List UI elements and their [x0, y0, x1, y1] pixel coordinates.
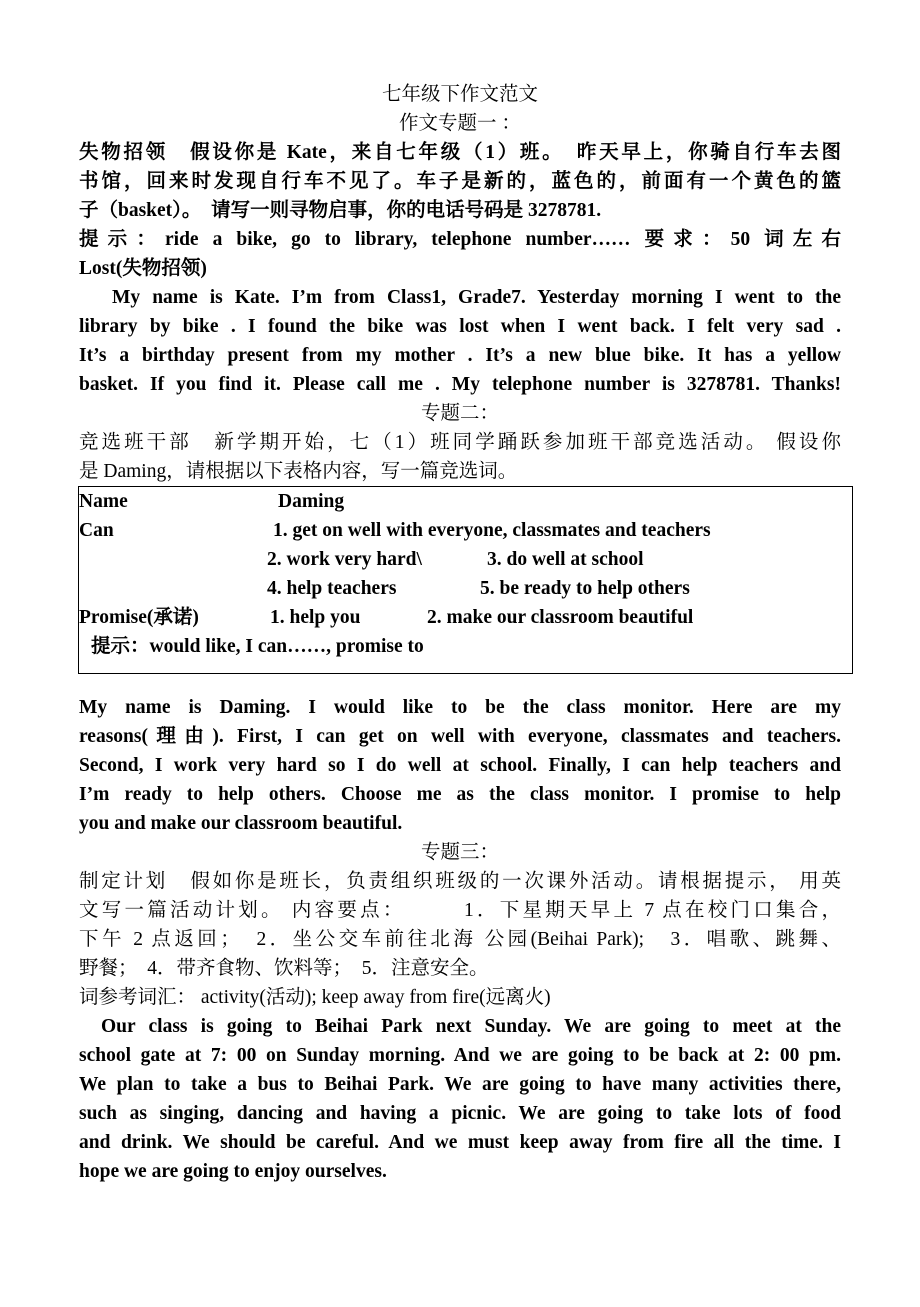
topic3-essay-line: such as singing, dancing and having a picnic. We are going to take lots of food: [79, 1103, 841, 1124]
topic2-essay-line: you and make our classroom beautiful.: [79, 813, 403, 834]
table-row-promise: [79, 603, 852, 632]
topic1-essay-line: It’s a birthday present from my mother . It’s a new blue bike. It has a yellow: [79, 345, 841, 366]
table-hint: 提示：would like, I can……, promise to: [91, 636, 424, 657]
topic2-prompt-line: 是 Daming，请根据以下表格内容，写一篇竞选词。: [79, 461, 518, 482]
topic2-essay-line: I’m ready to help others. Choose me as the class monitor. I promise to help: [79, 784, 841, 805]
topic2-essay-line: Second, I work very hard so I do well at school. Finally, I can help teachers and: [79, 755, 841, 776]
table-row-can-cont: [79, 574, 852, 603]
promise-item: 2. make our classroom beautiful: [427, 607, 694, 628]
can-label: Can: [79, 520, 114, 541]
topic3-essay-line: We plan to take a bus to Beihai Park. We are going to have many activities there,: [79, 1074, 841, 1095]
topic3-heading: 专题三：: [420, 842, 499, 863]
topic3-essay-line: hope we are going to enjoy ourselves.: [79, 1161, 387, 1182]
document-title: 七年级下作文范文: [381, 84, 538, 105]
topic3-essay-line: and drink. We should be careful. And we must keep away from fire all the time. I: [79, 1132, 841, 1153]
topic1-essay-title: Lost(失物招领): [79, 258, 207, 279]
topic3-prompt-line: 野餐； 4．带齐食物、饮料等； 5．注意安全。: [79, 958, 489, 979]
topic1-prompt-line: 失物招领 假设你是 Kate，来自七年级（1）班。 昨天早上，你骑自行车去图: [79, 142, 841, 163]
topic3-vocab: 词参考词汇： activity(活动); keep away from fire(远离火): [79, 987, 551, 1008]
candidate-info-table: [78, 486, 853, 674]
topic2-essay-line: reasons(理由). First, I can get on well with everyone, classmates and teachers.: [79, 726, 841, 747]
can-item: 3. do well at school: [487, 549, 644, 570]
topic1-heading: 作文专题一 ：: [399, 113, 521, 134]
name-label: Name: [79, 491, 128, 512]
topic1-essay-line: library by bike . I found the bike was lost when I went back. I felt very sad .: [79, 316, 841, 337]
topic2-prompt-line: 竞选班干部 新学期开始，七（1）班同学踊跃参加班干部竞选活动。 假设你: [79, 432, 841, 453]
topic1-prompt-line: 书馆，回来时发现自行车不见了。车子是新的，蓝色的，前面有一个黄色的篮: [79, 171, 841, 192]
table-row-name: [79, 487, 852, 516]
can-item: 5. be ready to help others: [480, 578, 690, 599]
topic2-heading: 专题二：: [420, 403, 499, 424]
can-item: 4. help teachers: [267, 578, 397, 599]
table-row-can-cont: [79, 545, 852, 574]
topic3-essay-line: Our class is going to Beihai Park next Sunday. We are going to meet at the: [101, 1016, 841, 1037]
topic1-essay-line: basket. If you find it. Please call me . My telephone number is 3278781. Thanks!: [79, 374, 841, 395]
topic1-essay-line: My name is Kate. I’m from Class1, Grade7. Yesterday morning I went to the: [112, 287, 841, 308]
topic1-prompt-line: 子（basket）。 请写一则寻物启事，你的电话号码是 3278781.: [79, 200, 602, 221]
topic3-prompt-line: 文写一篇活动计划。 内容要点： 1．下星期天早上 7 点在校门口集合，: [79, 900, 841, 921]
can-item: 1. get on well with everyone, classmates and teachers: [273, 520, 711, 541]
promise-item: 1. help you: [270, 607, 361, 628]
table-row-hint: [79, 632, 852, 661]
topic1-hint: 提示：ride a bike, go to library, telephone number…… 要求：50 词左右: [79, 229, 841, 250]
can-item: 2. work very hard\: [267, 549, 422, 570]
topic2-essay-line: My name is Daming. I would like to be the class monitor. Here are my: [79, 697, 841, 718]
name-value: Daming: [278, 491, 345, 512]
topic3-prompt-line: 下午 2 点返回； 2．坐公交车前往北海 公园(Beihai Park); 3．唱歌、跳舞、: [79, 929, 841, 950]
table-row-can: [79, 516, 852, 545]
topic3-prompt-line: 制定计划 假如你是班长，负责组织班级的一次课外活动。请根据提示， 用英: [79, 871, 841, 892]
promise-label: Promise(承诺): [79, 607, 199, 628]
topic3-essay-line: school gate at 7: 00 on Sunday morning. And we are going to be back at 2: 00 pm.: [79, 1045, 841, 1066]
